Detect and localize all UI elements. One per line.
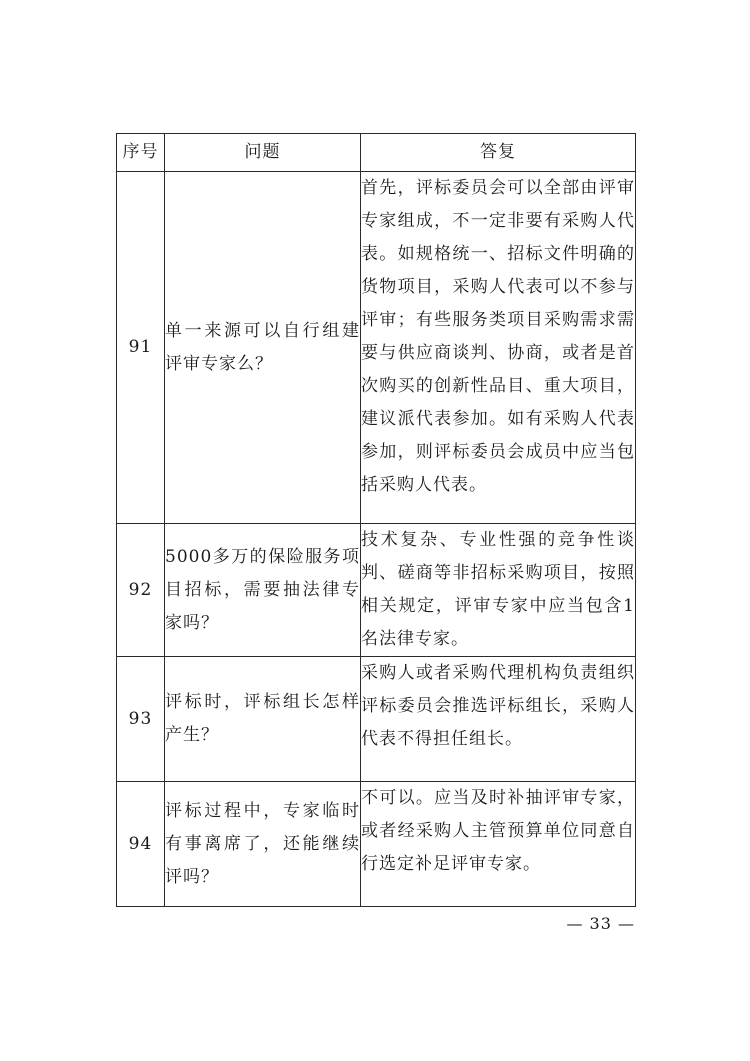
- page-number: — 33 —: [566, 914, 635, 933]
- table-row: [117, 782, 636, 907]
- row-index: 92: [117, 524, 165, 657]
- header-index: 序号: [117, 134, 165, 172]
- table-row: [117, 524, 636, 657]
- row-question: 评标过程中，专家临时有事离席了，还能继续评吗？: [165, 782, 361, 907]
- table-row: [117, 172, 636, 524]
- row-answer: 不可以。应当及时补抽评审专家，或者经采购人主管预算单位同意自行选定补足评审专家。: [361, 782, 636, 907]
- row-question: 单一来源可以自行组建评审专家么？: [165, 172, 361, 524]
- row-question: 评标时，评标组长怎样产生？: [165, 657, 361, 782]
- row-answer: 采购人或者采购代理机构负责组织评标委员会推选评标组长，采购人代表不得担任组长。: [361, 657, 636, 782]
- header-question: 问题: [165, 134, 361, 172]
- qa-table: [116, 133, 636, 907]
- row-answer: 首先，评标委员会可以全部由评审专家组成，不一定非要有采购人代表。如规格统一、招标文件明确的货物项目，采购人代表可以不参与评审；有些服务类项目采购需求需要与供应商谈判、协商，或者是首次购买的创新性品目、重大项目，建议派代表参加。如有采购人代表参加，则评标委员会成员中应当包括采购人代表。: [361, 172, 636, 524]
- row-question: 5000多万的保险服务项目招标，需要抽法律专家吗？: [165, 524, 361, 657]
- row-index: 91: [117, 172, 165, 524]
- row-answer: 技术复杂、专业性强的竞争性谈判、磋商等非招标采购项目，按照相关规定，评审专家中应当包含1名法律专家。: [361, 524, 636, 657]
- header-answer: 答复: [361, 134, 636, 172]
- row-index: 94: [117, 782, 165, 907]
- table-header-row: [117, 134, 636, 172]
- row-index: 93: [117, 657, 165, 782]
- table-row: [117, 657, 636, 782]
